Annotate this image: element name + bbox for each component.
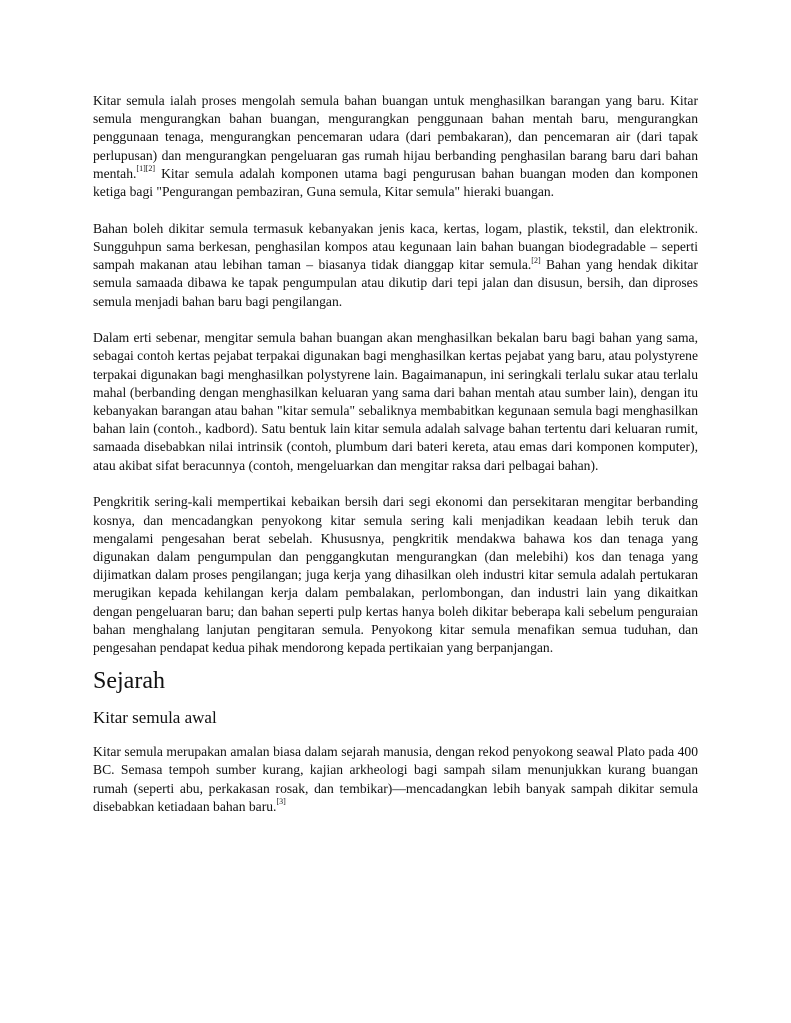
citation-3[interactable]: [3] xyxy=(276,797,286,807)
history-paragraph-1-text: Kitar semula merupakan amalan biasa dalam sejarah manusia, dengan rekod penyokong seawal Plato pada 400 BC. Semasa tempoh sumber kurang, kajian arkheologi bagi sampah silam menunjukkan kurang buangan rumah (seperti abu, perkakasan rosak, dan tembikar)—mencadangkan lebih banyak sampah dikitar semula disebabkan ketiadaan bahan baru. xyxy=(93,744,698,814)
citation-2b[interactable]: [2] xyxy=(531,255,541,265)
document-page xyxy=(93,92,698,816)
intro-paragraph-1-text-b: Kitar semula adalah komponen utama bagi pengurusan bahan buangan moden dan komponen ketiga bagi "Pengurangan pembaziran, Guna semula, Kitar semula" hieraki buangan. xyxy=(93,165,698,200)
citation-1[interactable]: [1] xyxy=(136,164,146,174)
section-heading-sejarah: Sejarah xyxy=(93,668,165,695)
intro-paragraph-3: Dalam erti sebenar, mengitar semula bahan buangan akan menghasilkan bekalan baru bagi bahan yang sama, sebagai contoh kertas pejabat terpakai digunakan bagi menghasilkan kertas pejabat yang baru, atau polystyrene terpakai digunakan bagi menghasilkan polystyrene lain. Bagaimanapun, ini seringkali terlalu sukar atau terlalu mahal (berbanding dengan menghasilkan keluaran yang sama dari bahan mentah atau sumber lain), dengan itu kebanyakan barangan atau bahan "kitar semula" sebaliknya membabitkan kegunaan semula bagi menghasilkan bahan lain (contoh., kadbord). Satu bentuk lain kitar semula adalah salvage bahan tertentu dari keluaran rumit, samaada disebabkan nilai intrinsik (contoh, plumbum dari bateri kereta, atau emas dari komponen komputer), atau akibat sifat beracunnya (contoh, mengeluarkan dan mengitar raksa dari pelbagai bahan). xyxy=(93,330,698,473)
history-paragraph-1 xyxy=(93,743,698,816)
intro-paragraph-1 xyxy=(93,92,698,201)
intro-paragraph-4: Pengkritik sering-kali mempertikai kebaikan bersih dari segi ekonomi dan persekitaran mengitar berbanding kosnya, dan mencadangkan penyokong kitar semula sering kali menjadikan keadaan lebih teruk dan mengalami pengesahan berat sebelah. Khususnya, pengkritik mendakwa bahawa kos dan tenaga yang digunakan dalam pengumpulan dan penggangkutan mengurangkan (dan melebihi) kos dan tenaga yang dijimatkan dalam proses pengilangan; juga kerja yang dihasilkan oleh industri kitar semula adalah pertukaran merugikan kepada kehilangan kerja dalam pembalakan, perlombongan, dan industri lain yang dikaitkan dengan pengeluaran baru; dan bahan seperti pulp kertas hanya boleh dikitar beberapa kali sebelum penguraian bahan menghalang lanjutan pengitaran semula. Penyokong kitar semula menafikan semua tuduhan, dan pengesahan pendapat kedua pihak mendorong kepada pertikaian yang berpanjangan. xyxy=(93,494,698,655)
intro-paragraph-2-text-a: Bahan boleh dikitar semula termasuk kebanyakan jenis kaca, kertas, logam, plastik, tekstil, dan elektronik. Sungguhpun sama berkesan, penghasilan kompos atau kegunaan lain bahan buangan biodegradable – seperti sampah makanan atau lebihan taman – biasanya tidak dianggap kitar semula. xyxy=(93,220,698,273)
intro-paragraph-1-text-a: Kitar semula ialah proses mengolah semula bahan buangan untuk menghasilkan barangan yang baru. Kitar semula mengurangkan bahan buangan, mengurangkan penggunaan bahan mentah baru, mengurangkan penggunaan tenaga, mengurangkan pencemaran udara (dari pembakaran), dan pencemaran air (dari tapak perlupusan) dan mengurangkan pengeluaran gas rumah hijau berbanding penghasilan barang baru dari bahan mentah. xyxy=(93,93,698,181)
intro-paragraph-2 xyxy=(93,220,698,311)
citation-2[interactable]: [2] xyxy=(145,164,156,174)
subsection-heading-kitar-semula-awal: Kitar semula awal xyxy=(93,708,217,728)
intro-paragraph-2-text-b: Bahan yang hendak dikitar semula samaada dibawa ke tapak pengumpulan atau dikutip dari tepi jalan dan disusun, bersih, dan diproses semula menjadi bahan baru bagi pengilangan. xyxy=(93,257,698,309)
